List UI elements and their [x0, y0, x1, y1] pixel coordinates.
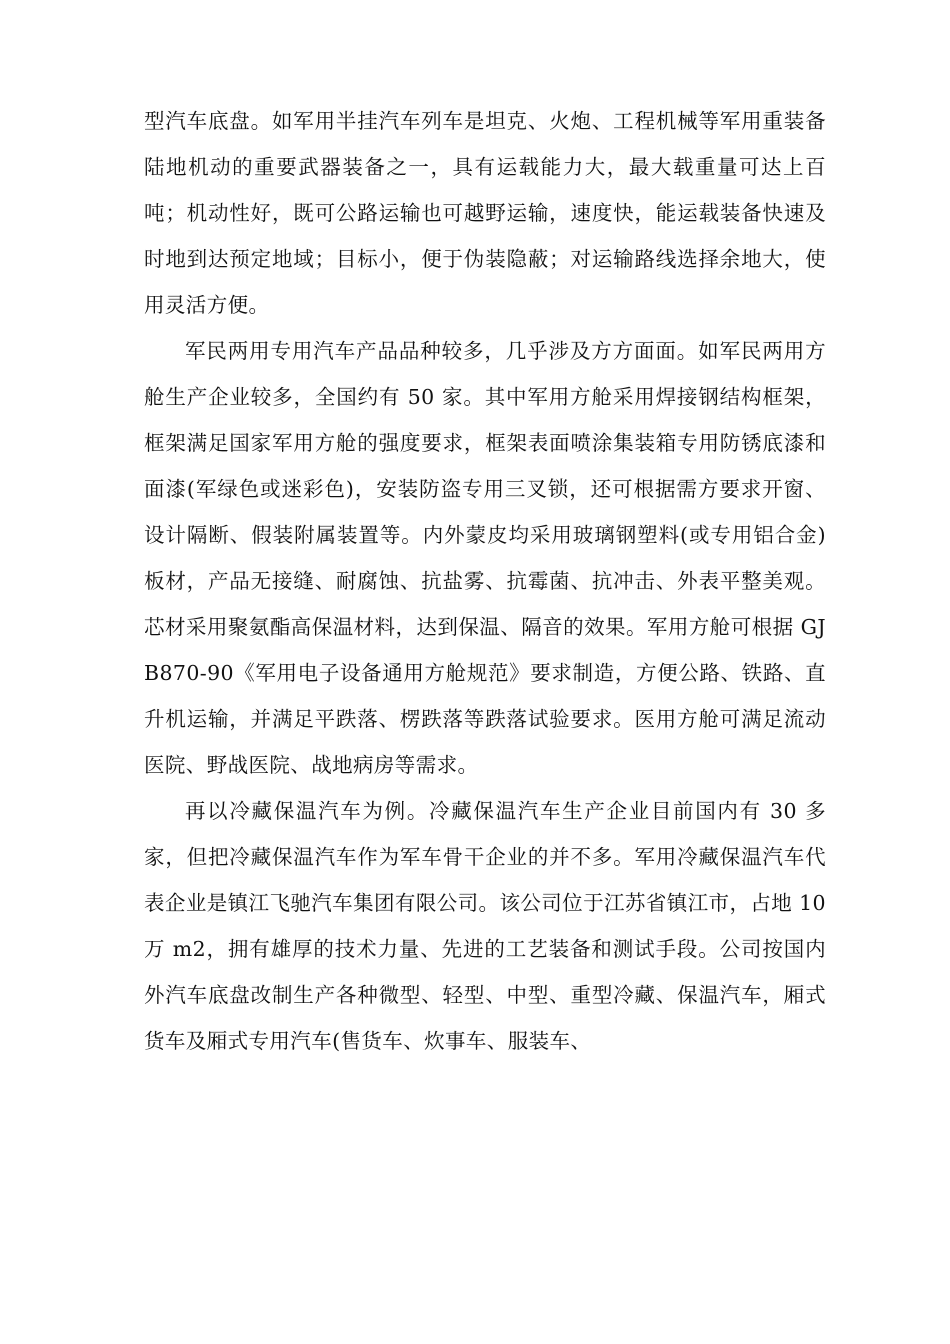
- paragraph-continuation: 型汽车底盘。如军用半挂汽车列车是坦克、火炮、工程机械等军用重装备陆地机动的重要武器装备之一，具有运载能力大，最大载重量可达上百吨；机动性好，既可公路运输也可越野运输，速度快，能运载装备快速及时地到达预定地域；目标小，便于伪装隐蔽；对运输路线选择余地大，使用灵活方便。: [144, 109, 826, 317]
- paragraph-refrigerated-vehicles: 再以冷藏保温汽车为例。冷藏保温汽车生产企业目前国内有 30 多家，但把冷藏保温汽车作为军车骨干企业的并不多。军用冷藏保温汽车代表企业是镇江飞驰汽车集团有限公司。该公司位于江苏省镇江市，占地 10 万 m2，拥有雄厚的技术力量、先进的工艺装备和测试手段。公司按国内外汽车底盘改制生产各种微型、轻型、中型、重型冷藏、保温汽车，厢式货车及厢式专用汽车(售货车、炊事车、服装车、: [144, 799, 826, 1053]
- document-body: [144, 98, 826, 1064]
- paragraph-dual-use-shelters: 军民两用专用汽车产品品种较多，几乎涉及方方面面。如军民两用方舱生产企业较多，全国约有 50 家。其中军用方舱采用焊接钢结构框架，框架满足国家军用方舱的强度要求，框架表面喷涂集装箱专用防锈底漆和面漆(军绿色或迷彩色)，安装防盗专用三叉锁，还可根据需方要求开窗、设计隔断、假装附属装置等。内外蒙皮均采用玻璃钢塑料(或专用铝合金)板材，产品无接缝、耐腐蚀、抗盐雾、抗霉菌、抗冲击、外表平整美观。芯材采用聚氨酯高保温材料，达到保温、隔音的效果。军用方舱可根据 GJB870-90《军用电子设备通用方舱规范》要求制造，方便公路、铁路、直升机运输，并满足平跌落、楞跌落等跌落试验要求。医用方舱可满足流动医院、野战医院、战地病房等需求。: [144, 339, 826, 777]
